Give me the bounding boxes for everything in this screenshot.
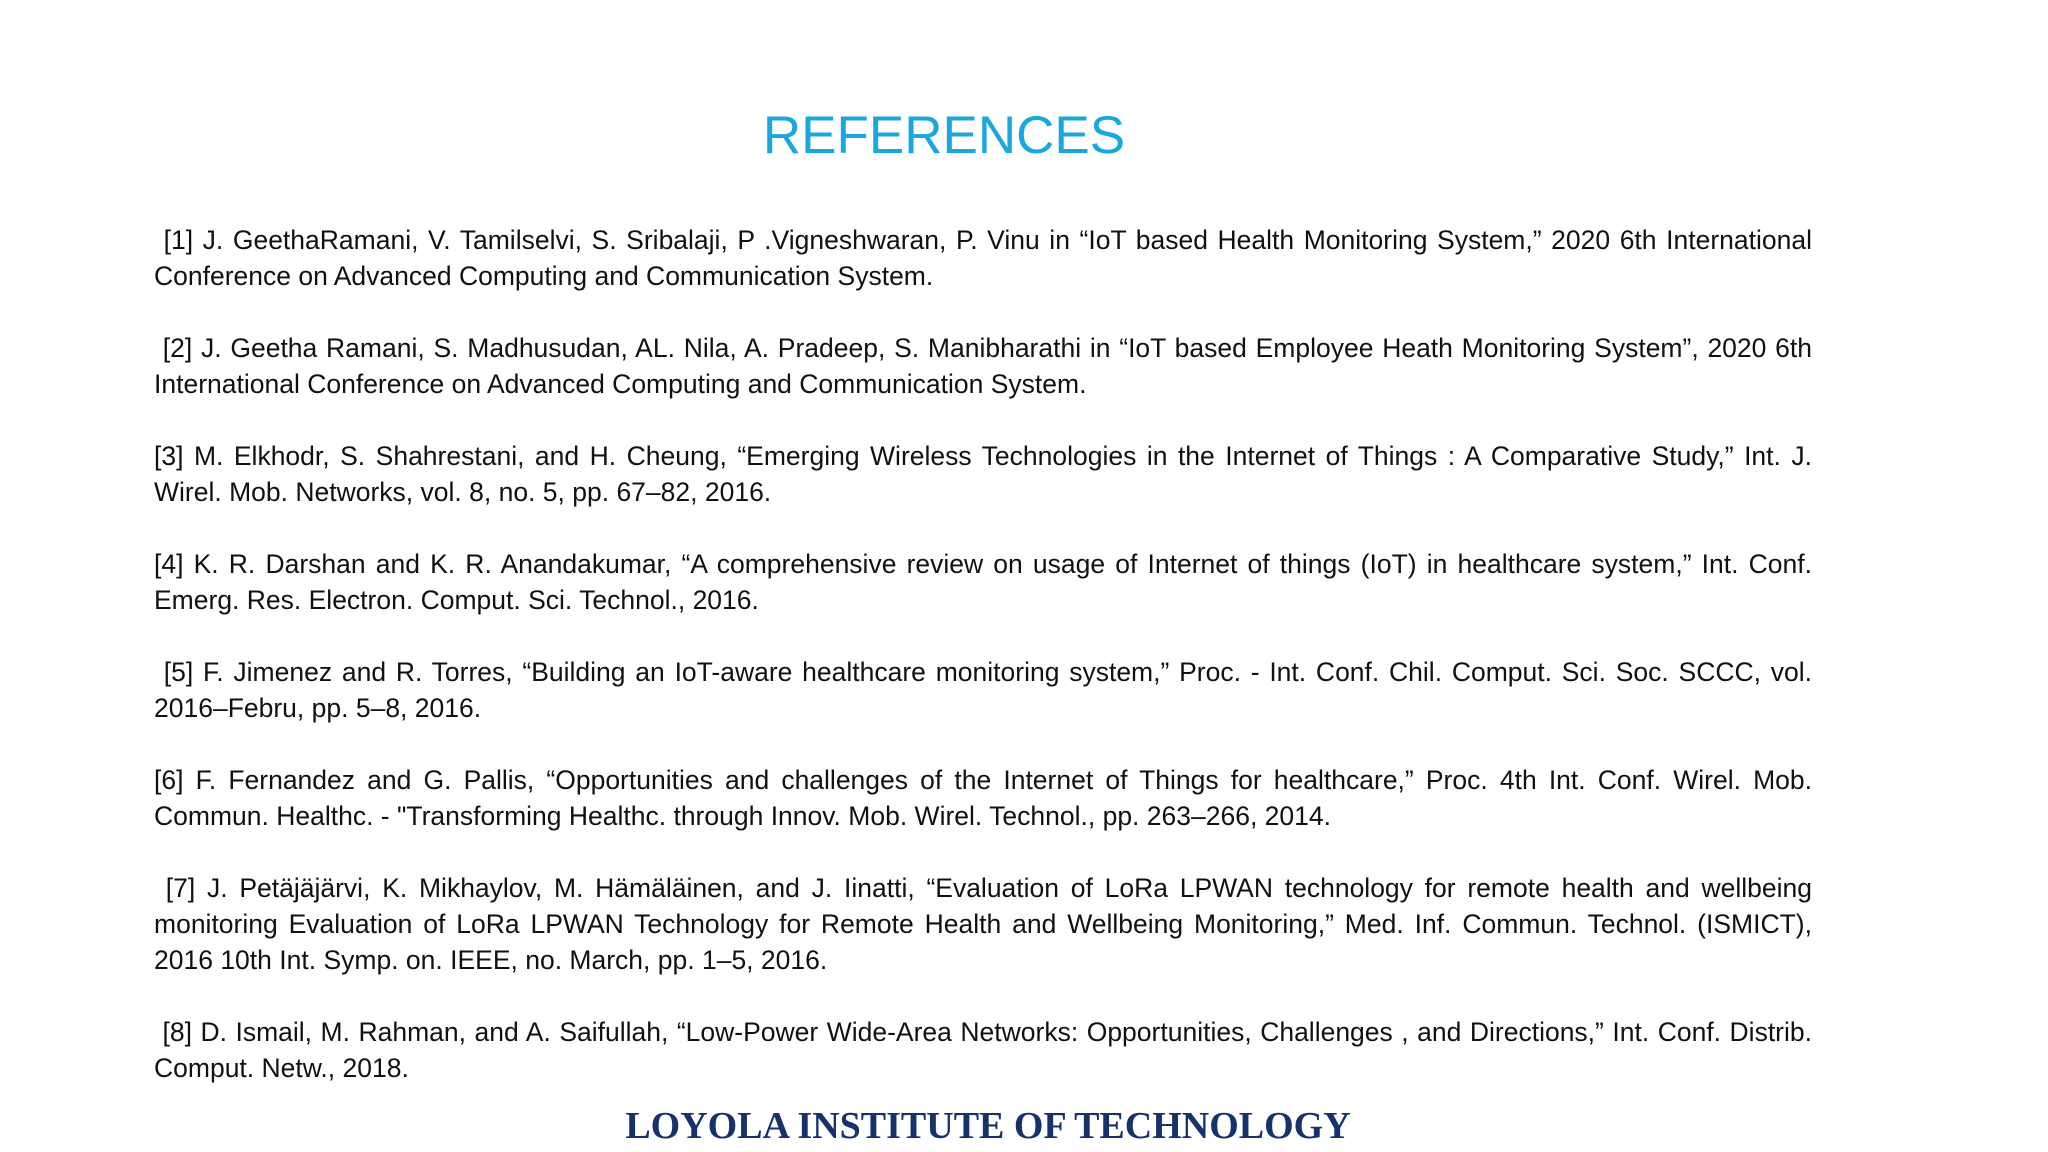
- reference-item-1: [1] J. GeethaRamani, V. Tamilselvi, S. Sribalaji, P .Vigneshwaran, P. Vinu in “IoT based Health Monitoring System,” 2020 6th International Conference on Advanced Computing and Communication System.: [154, 225, 1820, 291]
- reference-item-6: [6] F. Fernandez and G. Pallis, “Opportunities and challenges of the Internet of Things for healthcare,” Proc. 4th Int. Conf. Wirel. Mob. Commun. Healthc. - "Transforming Healthc. through Innov. Mob. Wirel. Technol., pp. 263–266, 2014.: [154, 765, 1820, 831]
- reference-item-5: [5] F. Jimenez and R. Torres, “Building an IoT-aware healthcare monitoring system,” Proc. - Int. Conf. Chil. Comput. Sci. Soc. SCCC, vol. 2016–Febru, pp. 5–8, 2016.: [154, 657, 1820, 723]
- reference-list: [154, 222, 1820, 1122]
- reference-item-8: [8] D. Ismail, M. Rahman, and A. Saifullah, “Low-Power Wide-Area Networks: Opportunities, Challenges , and Directions,” Int. Conf. Distrib. Comput. Netw., 2018.: [154, 1017, 1820, 1083]
- reference-item-7: [7] J. Petäjäjärvi, K. Mikhaylov, M. Hämäläinen, and J. Iinatti, “Evaluation of LoRa LPWAN technology for remote health and wellbeing monitoring Evaluation of LoRa LPWAN Technology for Remote Health and Wellbeing Monitoring,” Med. Inf. Commun. Technol. (ISMICT), 2016 10th Int. Symp. on. IEEE, no. March, pp. 1–5, 2016.: [154, 873, 1820, 975]
- page-title: REFERENCES: [762, 106, 1126, 165]
- reference-item-4: [4] K. R. Darshan and K. R. Anandakumar, “A comprehensive review on usage of Internet of things (IoT) in healthcare system,” Int. Conf. Emerg. Res. Electron. Comput. Sci. Technol., 2016.: [154, 549, 1820, 615]
- reference-item-3: [3] M. Elkhodr, S. Shahrestani, and H. Cheung, “Emerging Wireless Technologies in the Internet of Things : A Comparative Study,” Int. J. Wirel. Mob. Networks, vol. 8, no. 5, pp. 67–82, 2016.: [154, 441, 1820, 507]
- reference-item-2: [2] J. Geetha Ramani, S. Madhusudan, AL. Nila, A. Pradeep, S. Manibharathi in “IoT based Employee Heath Monitoring System”, 2020 6th International Conference on Advanced Computing and Communication System.: [154, 333, 1820, 399]
- institution-footer: LOYOLA INSTITUTE OF TECHNOLOGY: [625, 1105, 1351, 1147]
